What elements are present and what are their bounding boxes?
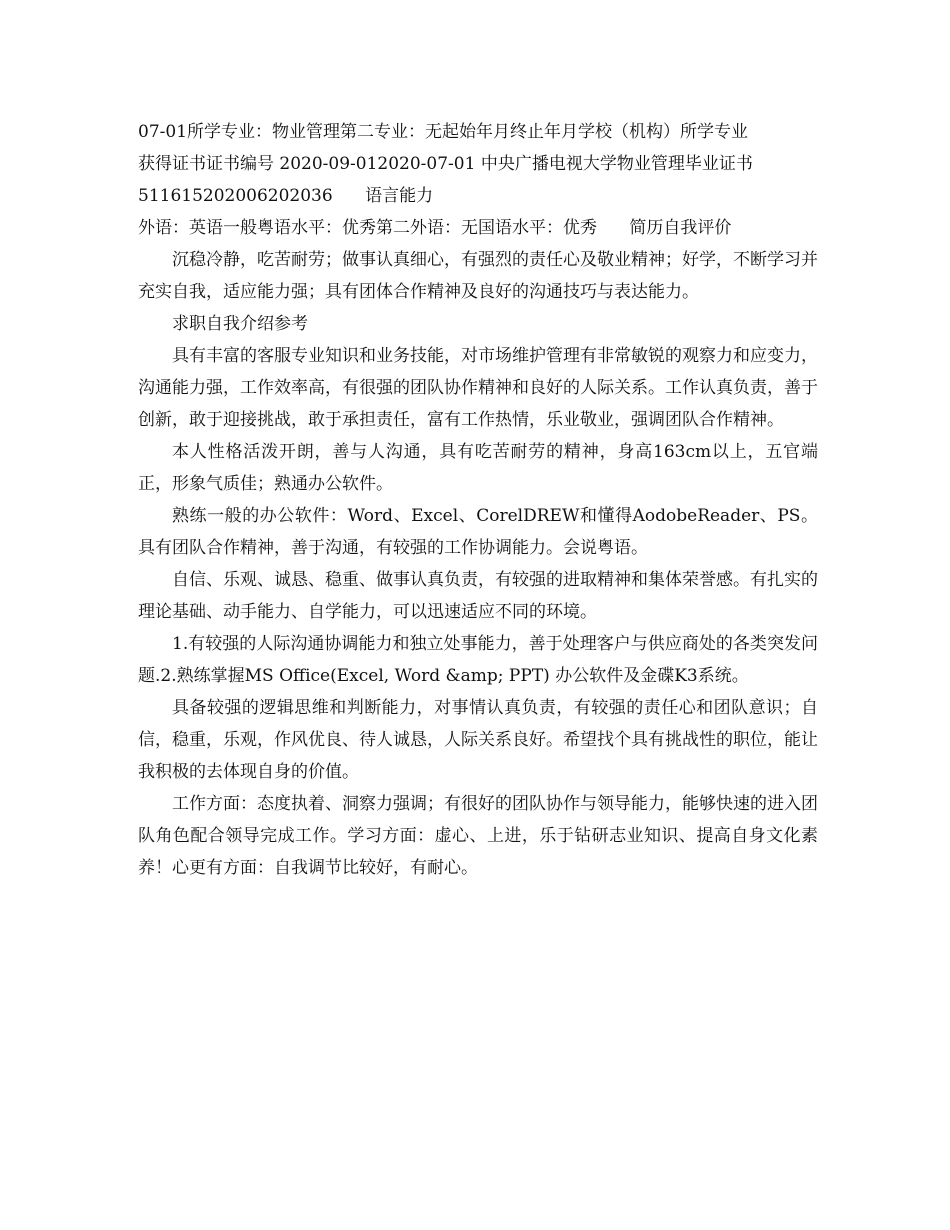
self-evaluation-paragraph: 沉稳冷静，吃苦耐劳；做事认真细心，有强烈的责任心及敬业精神；好学，不断学习并充实自我，适应能力强；具有团体合作精神及良好的沟通技巧与表达能力。 — [138, 250, 818, 302]
education-line-1: 07-01所学专业：物业管理第二专业：无起始年月终止年月学校（机构）所学专业 — [138, 122, 749, 142]
intro-paragraph-1: 具有丰富的客服专业知识和业务技能，对市场维护管理有非常敏锐的观察力和应变力，沟通能力强，工作效率高，有很强的团队协作精神和良好的人际关系。工作认真负责，善于创新，敢于迎接挑战，敢于承担责任，富有工作热情，乐业敬业，强调团队合作精神。 — [138, 346, 818, 430]
section-heading: 求职自我介绍参考 — [172, 314, 308, 334]
intro-paragraph-4: 自信、乐观、诚恳、稳重、做事认真负责，有较强的进取精神和集体荣誉感。有扎实的理论基础、动手能力、自学能力，可以迅速适应不同的环境。 — [138, 570, 818, 622]
intro-paragraph-6: 具备较强的逻辑思维和判断能力，对事情认真负责，有较强的责任心和团队意识；自信，稳重，乐观，作风优良、待人诚恳，人际关系良好。希望找个具有挑战性的职位，能让我积极的去体现自身的价值。 — [138, 698, 818, 782]
education-block — [138, 116, 818, 244]
intro-paragraph-3: 熟练一般的办公软件：Word、Excel、CorelDREW和懂得AodobeReader、PS。具有团队合作精神，善于沟通，有较强的工作协调能力。会说粤语。 — [138, 506, 818, 558]
intro-paragraph-7: 工作方面：态度执着、洞察力强调；有很好的团队协作与领导能力，能够快速的进入团队角色配合领导完成工作。学习方面：虚心、上进，乐于钻研志业知识、提高自身文化素养！心更有方面：自我调节比较好，有耐心。 — [138, 794, 818, 878]
intro-paragraph-2: 本人性格活泼开朗，善与人沟通，具有吃苦耐劳的精神，身高163cm以上，五官端正，形象气质佳；熟通办公软件。 — [138, 442, 818, 494]
language-line: 外语：英语一般粤语水平：优秀第二外语：无国语水平：优秀 简历自我评价 — [138, 218, 732, 238]
education-line-3: 511615202006202036 语言能力 — [138, 186, 434, 206]
document-body — [138, 116, 818, 884]
education-line-2: 获得证书证书编号 2020-09-012020-07-01 中央广播电视大学物业管理毕业证书 — [138, 154, 753, 174]
intro-paragraph-5: 1.有较强的人际沟通协调能力和独立处事能力，善于处理客户与供应商处的各类突发问题.2.熟练掌握MS Office(Excel, Word &amp; PPT) 办公软件及金碟K3系统。 — [138, 634, 818, 686]
